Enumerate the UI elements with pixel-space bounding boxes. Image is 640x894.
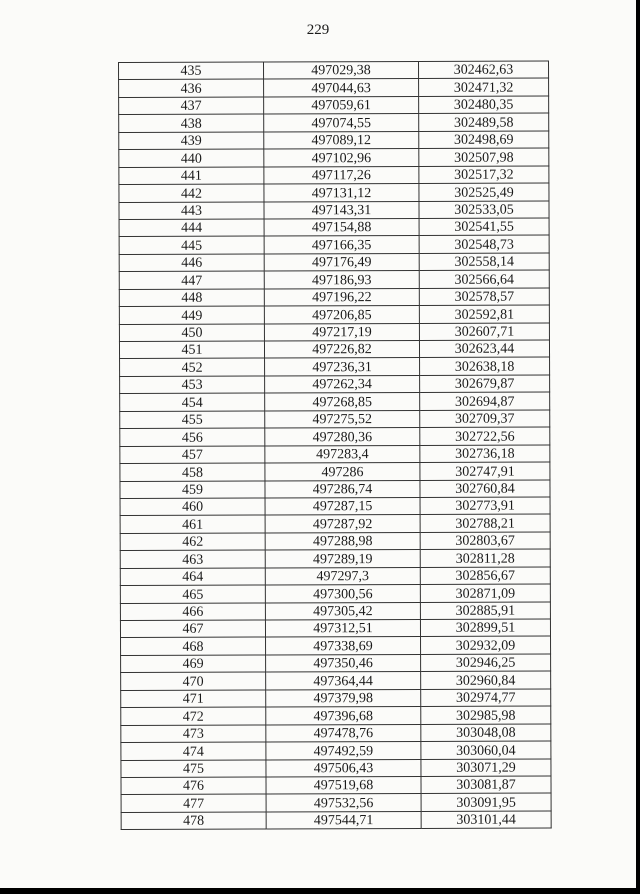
y-coordinate-cell: 302489,58 — [419, 113, 549, 131]
y-coordinate-cell: 302541,55 — [419, 218, 549, 236]
point-number-cell: 455 — [120, 411, 265, 429]
table-row — [120, 462, 550, 481]
table-row — [119, 340, 549, 359]
point-number-cell: 466 — [120, 603, 265, 621]
point-number-cell: 442 — [119, 184, 264, 202]
table-row — [119, 270, 549, 289]
y-coordinate-cell: 302623,44 — [419, 340, 549, 358]
point-number-cell: 456 — [120, 428, 265, 446]
x-coordinate-cell: 497283,4 — [265, 445, 420, 463]
y-coordinate-cell: 303048,08 — [421, 724, 551, 742]
y-coordinate-cell: 303101,44 — [421, 811, 551, 829]
y-coordinate-cell: 302525,49 — [419, 183, 549, 201]
y-coordinate-cell: 302788,21 — [420, 514, 550, 532]
point-number-cell: 435 — [119, 62, 264, 80]
table-row — [119, 61, 549, 80]
x-coordinate-cell: 497074,55 — [264, 114, 419, 132]
point-number-cell: 449 — [119, 306, 264, 324]
point-number-cell: 453 — [120, 376, 265, 394]
y-coordinate-cell: 302566,64 — [419, 270, 549, 288]
point-number-cell: 454 — [120, 393, 265, 411]
table-row — [120, 427, 550, 446]
table-row — [120, 567, 550, 586]
y-coordinate-cell: 302736,18 — [420, 445, 550, 463]
table-row — [120, 375, 550, 394]
y-coordinate-cell: 302760,84 — [420, 479, 550, 497]
table-row — [120, 549, 550, 568]
x-coordinate-cell: 497544,71 — [266, 811, 421, 829]
point-number-cell: 469 — [121, 655, 266, 673]
y-coordinate-cell: 302747,91 — [420, 462, 550, 480]
y-coordinate-cell: 302694,87 — [420, 392, 550, 410]
table-row — [119, 253, 549, 272]
x-coordinate-cell: 497044,63 — [264, 79, 419, 97]
y-coordinate-cell: 302885,91 — [420, 602, 550, 620]
x-coordinate-cell: 497506,43 — [266, 759, 421, 777]
x-coordinate-cell: 497206,85 — [264, 306, 419, 324]
point-number-cell: 441 — [119, 167, 264, 185]
table-row — [119, 113, 549, 132]
point-number-cell: 476 — [121, 777, 266, 795]
x-coordinate-cell: 497117,26 — [264, 166, 419, 184]
point-number-cell: 467 — [120, 620, 265, 638]
x-coordinate-cell: 497305,42 — [265, 602, 420, 620]
y-coordinate-cell: 302533,05 — [419, 200, 549, 218]
x-coordinate-cell: 497300,56 — [265, 585, 420, 603]
x-coordinate-cell: 497029,38 — [264, 61, 419, 79]
table-row — [119, 131, 549, 150]
y-coordinate-cell: 302462,63 — [418, 61, 548, 79]
x-coordinate-cell: 497217,19 — [264, 323, 419, 341]
x-coordinate-cell: 497268,85 — [265, 393, 420, 411]
x-coordinate-cell: 497275,52 — [265, 410, 420, 428]
point-number-cell: 478 — [121, 812, 266, 830]
point-number-cell: 451 — [119, 341, 264, 359]
table-row — [120, 445, 550, 464]
table-row — [121, 811, 551, 830]
point-number-cell: 439 — [119, 132, 264, 150]
point-number-cell: 438 — [119, 114, 264, 132]
point-number-cell: 475 — [121, 759, 266, 777]
x-coordinate-cell: 497379,98 — [266, 689, 421, 707]
y-coordinate-cell: 302856,67 — [420, 567, 550, 585]
x-coordinate-cell: 497338,69 — [266, 637, 421, 655]
x-coordinate-cell: 497288,98 — [265, 532, 420, 550]
point-number-cell: 458 — [120, 463, 265, 481]
coordinates-table — [118, 60, 552, 830]
point-number-cell: 437 — [119, 97, 264, 115]
table-row — [119, 183, 549, 202]
y-coordinate-cell: 302899,51 — [420, 619, 550, 637]
point-number-cell: 446 — [119, 254, 264, 272]
point-number-cell: 465 — [120, 585, 265, 603]
point-number-cell: 459 — [120, 480, 265, 498]
y-coordinate-cell: 302578,57 — [419, 288, 549, 306]
table-row — [119, 235, 549, 254]
y-coordinate-cell: 302498,69 — [419, 131, 549, 149]
y-coordinate-cell: 302946,25 — [421, 654, 551, 672]
x-coordinate-cell: 497350,46 — [266, 654, 421, 672]
table-row — [120, 357, 550, 376]
table-row — [121, 724, 551, 743]
y-coordinate-cell: 303060,04 — [421, 741, 551, 759]
point-number-cell: 477 — [121, 794, 266, 812]
table-row — [120, 410, 550, 429]
x-coordinate-cell: 497186,93 — [264, 271, 419, 289]
point-number-cell: 447 — [119, 271, 264, 289]
x-coordinate-cell: 497312,51 — [265, 619, 420, 637]
table-row — [120, 497, 550, 516]
y-coordinate-cell: 302607,71 — [419, 323, 549, 341]
table-row — [119, 288, 549, 307]
table-row — [120, 479, 550, 498]
y-coordinate-cell: 302471,32 — [419, 78, 549, 96]
point-number-cell: 457 — [120, 446, 265, 464]
x-coordinate-cell: 497297,3 — [265, 567, 420, 585]
table-row — [119, 200, 549, 219]
y-coordinate-cell: 303071,29 — [421, 758, 551, 776]
x-coordinate-cell: 497166,35 — [264, 236, 419, 254]
table-row — [121, 671, 551, 690]
y-coordinate-cell: 302638,18 — [420, 357, 550, 375]
point-number-cell: 445 — [119, 236, 264, 254]
table-row — [121, 758, 551, 777]
y-coordinate-cell: 302592,81 — [419, 305, 549, 323]
y-coordinate-cell: 302722,56 — [420, 427, 550, 445]
x-coordinate-cell: 497176,49 — [264, 253, 419, 271]
x-coordinate-cell: 497519,68 — [266, 776, 421, 794]
x-coordinate-cell: 497287,15 — [265, 497, 420, 515]
x-coordinate-cell: 497102,96 — [264, 149, 419, 167]
y-coordinate-cell: 302773,91 — [420, 497, 550, 515]
point-number-cell: 468 — [121, 637, 266, 655]
x-coordinate-cell: 497286,74 — [265, 480, 420, 498]
x-coordinate-cell: 497396,68 — [266, 707, 421, 725]
x-coordinate-cell: 497143,31 — [264, 201, 419, 219]
point-number-cell: 474 — [121, 742, 266, 760]
table-row — [120, 532, 550, 551]
y-coordinate-cell: 302517,32 — [419, 166, 549, 184]
x-coordinate-cell: 497226,82 — [264, 340, 419, 358]
table-row — [120, 392, 550, 411]
table-row — [120, 584, 550, 603]
y-coordinate-cell: 302558,14 — [419, 253, 549, 271]
table-row — [121, 741, 551, 760]
y-coordinate-cell: 302974,77 — [421, 689, 551, 707]
table-row — [121, 776, 551, 795]
point-number-cell: 460 — [120, 498, 265, 516]
x-coordinate-cell: 497286 — [265, 463, 420, 481]
table-row — [119, 78, 549, 97]
x-coordinate-cell: 497364,44 — [266, 672, 421, 690]
point-number-cell: 470 — [121, 672, 266, 690]
point-number-cell: 440 — [119, 149, 264, 167]
x-coordinate-cell: 497154,88 — [264, 218, 419, 236]
table-row — [119, 148, 549, 167]
point-number-cell: 448 — [119, 289, 264, 307]
point-number-cell: 452 — [120, 358, 265, 376]
y-coordinate-cell: 302932,09 — [421, 636, 551, 654]
point-number-cell: 464 — [120, 568, 265, 586]
table-row — [120, 602, 550, 621]
y-coordinate-cell: 302871,09 — [420, 584, 550, 602]
x-coordinate-cell: 497289,19 — [265, 550, 420, 568]
point-number-cell: 473 — [121, 725, 266, 743]
table-row — [120, 619, 550, 638]
point-number-cell: 444 — [119, 219, 264, 237]
y-coordinate-cell: 303081,87 — [421, 776, 551, 794]
table-row — [121, 689, 551, 708]
point-number-cell: 463 — [120, 550, 265, 568]
table-row — [121, 706, 551, 725]
point-number-cell: 471 — [121, 690, 266, 708]
point-number-cell: 450 — [119, 324, 264, 342]
y-coordinate-cell: 302960,84 — [421, 671, 551, 689]
x-coordinate-cell: 497478,76 — [266, 724, 421, 742]
x-coordinate-cell: 497280,36 — [265, 428, 420, 446]
x-coordinate-cell: 497262,34 — [265, 375, 420, 393]
point-number-cell: 436 — [119, 79, 264, 97]
x-coordinate-cell: 497089,12 — [264, 131, 419, 149]
point-number-cell: 461 — [120, 515, 265, 533]
point-number-cell: 443 — [119, 201, 264, 219]
y-coordinate-cell: 302679,87 — [420, 375, 550, 393]
x-coordinate-cell: 497492,59 — [266, 742, 421, 760]
x-coordinate-cell: 497059,61 — [264, 96, 419, 114]
coordinates-table-body — [119, 61, 552, 830]
point-number-cell: 472 — [121, 707, 266, 725]
table-row — [119, 166, 549, 185]
y-coordinate-cell: 303091,95 — [421, 793, 551, 811]
x-coordinate-cell: 497236,31 — [265, 358, 420, 376]
table-row — [119, 305, 549, 324]
table-row — [121, 636, 551, 655]
y-coordinate-cell: 302709,37 — [420, 410, 550, 428]
table-row — [121, 654, 551, 673]
x-coordinate-cell: 497287,92 — [265, 515, 420, 533]
y-coordinate-cell: 302811,28 — [420, 549, 550, 567]
table-row — [119, 218, 549, 237]
table-row — [120, 514, 550, 533]
y-coordinate-cell: 302803,67 — [420, 532, 550, 550]
y-coordinate-cell: 302985,98 — [421, 706, 551, 724]
point-number-cell: 462 — [120, 533, 265, 551]
x-coordinate-cell: 497532,56 — [266, 794, 421, 812]
x-coordinate-cell: 497196,22 — [264, 288, 419, 306]
page-number: 229 — [306, 22, 330, 38]
y-coordinate-cell: 302507,98 — [419, 148, 549, 166]
y-coordinate-cell: 302480,35 — [419, 96, 549, 114]
y-coordinate-cell: 302548,73 — [419, 235, 549, 253]
table-row — [119, 323, 549, 342]
table-row — [119, 96, 549, 115]
x-coordinate-cell: 497131,12 — [264, 184, 419, 202]
table-row — [121, 793, 551, 812]
